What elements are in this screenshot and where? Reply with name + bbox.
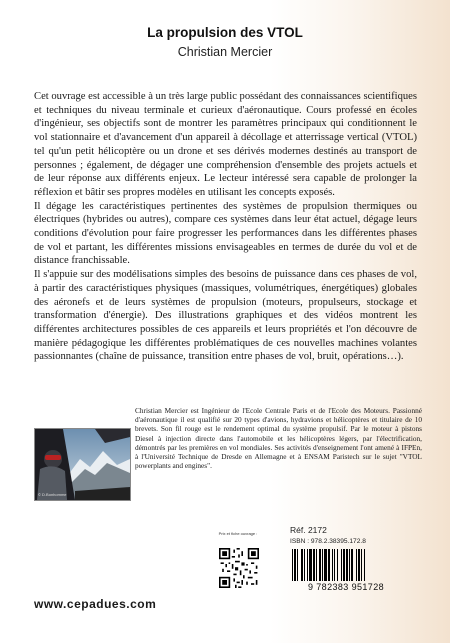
- barcode-bar: [341, 549, 342, 581]
- barcode-bar: [316, 549, 317, 581]
- barcode-bar: [297, 549, 298, 581]
- reference-number: Réf. 2172: [290, 525, 327, 535]
- barcode-bar: [332, 549, 333, 581]
- photo-credit: © D.Bonhomme: [38, 492, 67, 497]
- book-author: Christian Mercier: [177, 45, 273, 59]
- barcode-bar: [313, 549, 315, 581]
- barcode: [290, 549, 402, 581]
- barcode-bar: [309, 549, 312, 581]
- cockpit-photo-illustration: [35, 429, 130, 500]
- qr-label: Prix et fiche ouvrage :: [218, 531, 258, 536]
- barcode-bar: [324, 549, 327, 581]
- isbn: ISBN : 978.2.38395.172.8: [290, 538, 366, 545]
- book-title: La propulsion des VTOL: [147, 25, 303, 40]
- barcode-bar: [356, 549, 357, 581]
- barcode-bar: [351, 549, 353, 581]
- barcode-bar: [292, 549, 293, 581]
- barcode-bar: [319, 549, 321, 581]
- barcode-bar: [328, 549, 330, 581]
- barcode-bar: [337, 549, 338, 581]
- barcode-bar: [361, 549, 362, 581]
- barcode-bar: [358, 549, 360, 581]
- author-bio: Christian Mercier est Ingénieur de l'Ecole Centrale Paris et de l'Ecole des Moteurs. Passionné d'aéronautique il est qualifié sur 20 types d'avions, hydravions et hélicoptères et titulaire de 10 brevets. Son fil rouge est le rendement optimal du système propulsif. Par le moteur à pistons Diesel à injection directe dans l'automobile et les hélicoptères légers, par l'électrification, démontrés par les premières en vol mondiales. Ses activités d'enseignement l'ont amené à IFPEn, à l'Université Technique de Dresde en Allemagne et à ENSAM Paristech sur le sujet "VTOL powerplants and engines".: [135, 406, 422, 471]
- barcode-bar: [307, 549, 308, 581]
- barcode-bar: [364, 549, 365, 581]
- author-photo: [34, 428, 131, 501]
- blurb-paragraph: Cet ouvrage est accessible à un très large public possédant des connaissances scientifiques et techniques du niveau terminale et curieux d'aéronautique. Cours professé en écoles d'ingénieur, ses objectifs sont de montrer les paramètres principaux qui conditionnent le vol stationnaire et d'avancement d'un appareil à décollage et atterrissage vertical (VTOL) tel qu'un petit hélicoptère ou un drone et ses dérivés modernes destinés au transport de personnes ; également, de dégager une compréhension d'ensemble des projets actuels et de leur réponse aux différents enjeux. Le lecteur intéressé sera capable de prolonger la réflexion et bâtir ses propres modèles en utilisant les concepts exposés.: [34, 91, 417, 198]
- qr-code[interactable]: [219, 548, 259, 588]
- blurb-paragraph: Il s'appuie sur des modélisations simples des besoins de puissance dans ces phases de vol, à partir des caractéristiques physiques (massiques, volumétriques, énergétiques) globales des aéronefs et de leurs systèmes de propulsion (moteurs, propulseurs, stockage et transformation d'énergie). Des illustrations graphiques et des vidéos montrent les différentes architectures possibles de ces appareils et leurs propriétés et l'on découvre de manière pédagogique les différentes problématiques de ces nouvelles machines volantes passionnantes (chaîne de puissance, transition entre phases de vol, bruit, opérations…).: [34, 269, 417, 363]
- barcode-bar: [294, 549, 296, 581]
- barcode-bar: [349, 549, 350, 581]
- blurb-paragraph: Il dégage les caractéristiques pertinentes des systèmes de propulsion thermiques ou électriques (hybrides ou autres), compare ces systèmes dans leur état actuel, dégage leurs conditions d'évolution pour faire progresser les performances dans les différentes phases de vol et partant, les différentes missions envisageables en termes de durée du vol et de distance franchissable.: [34, 200, 417, 267]
- blurb: [34, 90, 417, 364]
- publisher-website[interactable]: www.cepadues.com: [34, 597, 157, 611]
- barcode-bar: [301, 549, 303, 581]
- barcode-bar: [334, 549, 335, 581]
- barcode-bar: [346, 549, 348, 581]
- barcode-bar: [304, 549, 305, 581]
- barcode-bar: [322, 549, 323, 581]
- barcode-digits: 9 782383 951728: [307, 582, 385, 592]
- barcode-bar: [343, 549, 345, 581]
